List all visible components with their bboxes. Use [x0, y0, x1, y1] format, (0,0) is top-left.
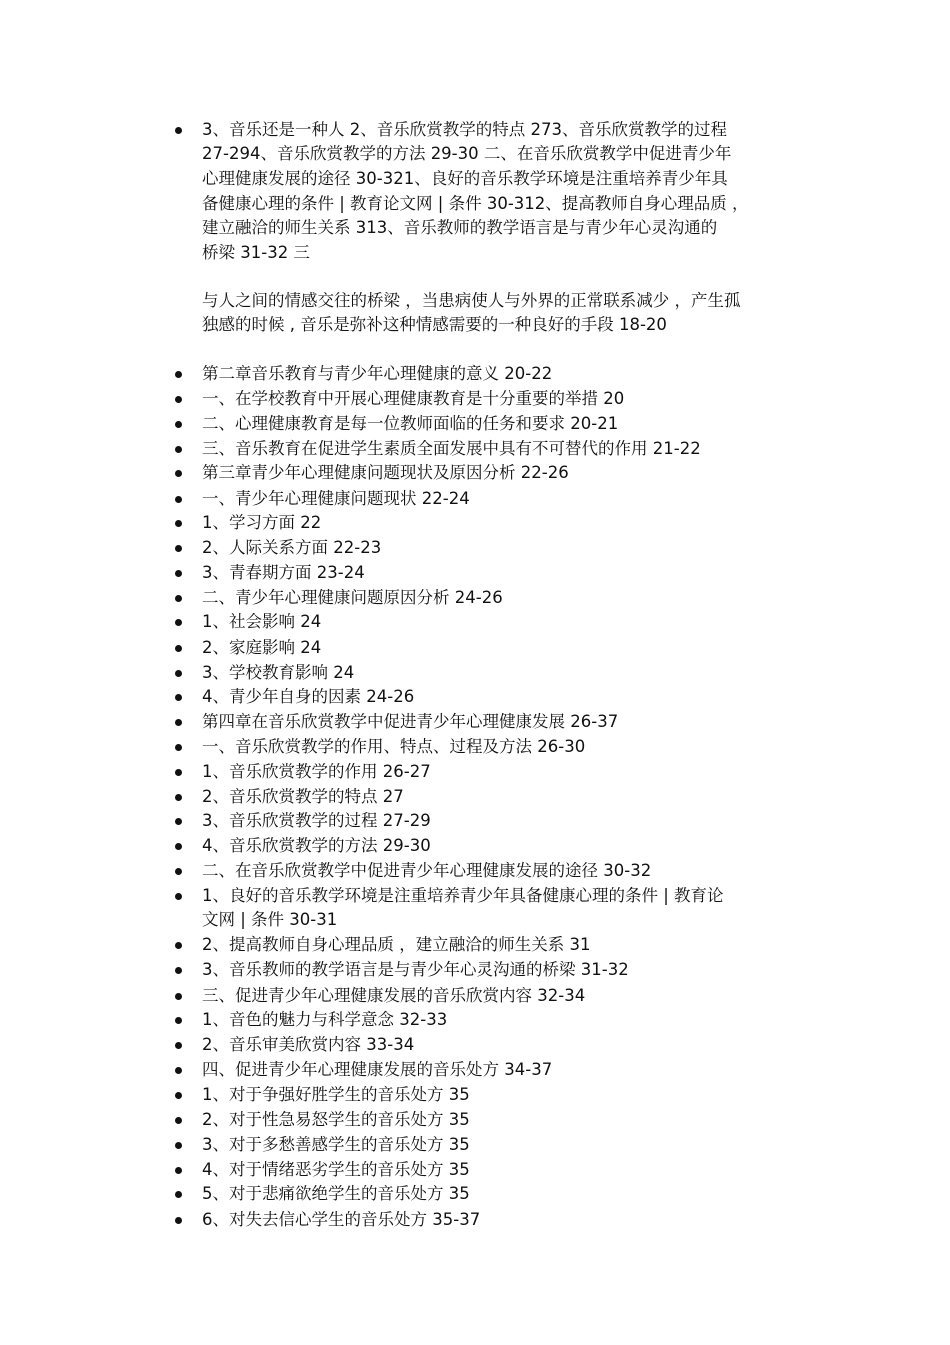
- toc-item: 2、对于性急易怒学生的音乐处方 35: [202, 1110, 470, 1129]
- toc-item: 2、人际关系方面 22-23: [202, 538, 382, 557]
- toc-item: 三、音乐教育在促进学生素质全面发展中具有不可替代的作用 21-22: [202, 439, 701, 458]
- toc-item: 1、音乐欣赏教学的作用 26-27: [202, 762, 431, 781]
- toc-item: 第二章音乐教育与青少年心理健康的意义 20-22: [202, 364, 553, 383]
- list-bullet: [175, 1191, 182, 1198]
- toc-item: 1、社会影响 24: [202, 612, 322, 631]
- toc-item: 2、提高教师自身心理品质 ，建立融洽的师生关系 31: [202, 935, 591, 954]
- toc-item: 1、良好的音乐教学环境是注重培养青少年具备健康心理的条件 | 教育论: [202, 886, 724, 905]
- toc-item: 3、青春期方面 23-24: [202, 563, 365, 582]
- list-bullet: [175, 1017, 182, 1024]
- list-bullet: [175, 446, 182, 453]
- toc-summary-line: 备健康心理的条件 | 教育论文网 | 条件 30-312、提高教师自身心理品质 ，: [202, 194, 749, 213]
- toc-item: 4、音乐欣赏教学的方法 29-30: [202, 836, 431, 855]
- list-bullet: [175, 694, 182, 701]
- toc-summary-line: 心理健康发展的途径 30-321、良好的音乐教学环境是注重培养青少年具: [202, 169, 728, 188]
- list-bullet: [175, 1217, 182, 1224]
- toc-item: 三、促进青少年心理健康发展的音乐欣赏内容 32-34: [202, 986, 586, 1005]
- list-bullet: [175, 993, 182, 1000]
- toc-item: 2、音乐欣赏教学的特点 27: [202, 787, 404, 806]
- toc-summary-line: 3、音乐还是一种人 2、音乐欣赏教学的特点 273、音乐欣赏教学的过程: [202, 120, 727, 139]
- toc-item: 6、对失去信心学生的音乐处方 35-37: [202, 1210, 481, 1229]
- list-bullet: [175, 520, 182, 527]
- toc-item-continuation: 文网 | 条件 30-31: [202, 910, 338, 929]
- list-bullet: [175, 967, 182, 974]
- list-bullet: [175, 645, 182, 652]
- list-bullet: [175, 1067, 182, 1074]
- toc-item: 第三章青少年心理健康问题现状及原因分析 22-26: [202, 463, 569, 482]
- toc-item: 1、音色的魅力与科学意念 32-33: [202, 1010, 448, 1029]
- list-bullet: [175, 496, 182, 503]
- toc-item: 第四章在音乐欣赏教学中促进青少年心理健康发展 26-37: [202, 712, 619, 731]
- list-bullet: [175, 396, 182, 403]
- list-bullet: [175, 769, 182, 776]
- list-bullet: [175, 893, 182, 900]
- toc-item: 4、青少年自身的因素 24-26: [202, 687, 415, 706]
- list-bullet: [175, 1167, 182, 1174]
- list-bullet: [175, 942, 182, 949]
- paragraph-line: 独感的时候 , 音乐是弥补这种情感需要的一种良好的手段 18-20: [202, 315, 667, 334]
- toc-item: 一、在学校教育中开展心理健康教育是十分重要的举措 20: [202, 389, 625, 408]
- toc-item: 4、对于情绪恶劣学生的音乐处方 35: [202, 1160, 470, 1179]
- list-bullet: [175, 670, 182, 677]
- toc-summary-line: 建立融洽的师生关系 313、音乐教师的教学语言是与青少年心灵沟通的: [202, 218, 718, 237]
- toc-item: 二、青少年心理健康问题原因分析 24-26: [202, 588, 503, 607]
- toc-item: 一、音乐欣赏教学的作用、特点、过程及方法 26-30: [202, 737, 586, 756]
- list-bullet: [175, 421, 182, 428]
- list-bullet: [175, 545, 182, 552]
- list-bullet: [175, 868, 182, 875]
- toc-item: 1、对于争强好胜学生的音乐处方 35: [202, 1085, 470, 1104]
- toc-item: 四、促进青少年心理健康发展的音乐处方 34-37: [202, 1060, 553, 1079]
- toc-item: 二、在音乐欣赏教学中促进青少年心理健康发展的途径 30-32: [202, 861, 652, 880]
- toc-item: 3、音乐教师的教学语言是与青少年心灵沟通的桥梁 31-32: [202, 960, 629, 979]
- list-bullet: [175, 843, 182, 850]
- toc-item: 5、对于悲痛欲绝学生的音乐处方 35: [202, 1184, 470, 1203]
- list-bullet: [175, 470, 182, 477]
- paragraph-line: 与人之间的情感交往的桥梁 ，当患病使人与外界的正常联系减少 ，产生孤: [202, 291, 741, 310]
- toc-item: 3、音乐欣赏教学的过程 27-29: [202, 811, 431, 830]
- toc-item: 2、音乐审美欣赏内容 33-34: [202, 1035, 415, 1054]
- list-bullet: [175, 818, 182, 825]
- toc-item: 3、对于多愁善感学生的音乐处方 35: [202, 1135, 470, 1154]
- list-bullet: [175, 127, 182, 134]
- toc-summary-line: 桥梁 31-32 三: [202, 243, 310, 262]
- toc-item: 1、学习方面 22: [202, 513, 322, 532]
- list-bullet: [175, 794, 182, 801]
- list-bullet: [175, 595, 182, 602]
- toc-summary-line: 27-294、音乐欣赏教学的方法 29-30 二、在音乐欣赏教学中促进青少年: [202, 144, 732, 163]
- toc-item: 3、学校教育影响 24: [202, 663, 355, 682]
- list-bullet: [175, 1142, 182, 1149]
- list-bullet: [175, 1042, 182, 1049]
- list-bullet: [175, 371, 182, 378]
- toc-item: 2、家庭影响 24: [202, 638, 322, 657]
- toc-item: 二、心理健康教育是每一位教师面临的任务和要求 20-21: [202, 414, 619, 433]
- list-bullet: [175, 1092, 182, 1099]
- list-bullet: [175, 570, 182, 577]
- list-bullet: [175, 744, 182, 751]
- list-bullet: [175, 619, 182, 626]
- toc-item: 一、青少年心理健康问题现状 22-24: [202, 489, 470, 508]
- list-bullet: [175, 719, 182, 726]
- list-bullet: [175, 1117, 182, 1124]
